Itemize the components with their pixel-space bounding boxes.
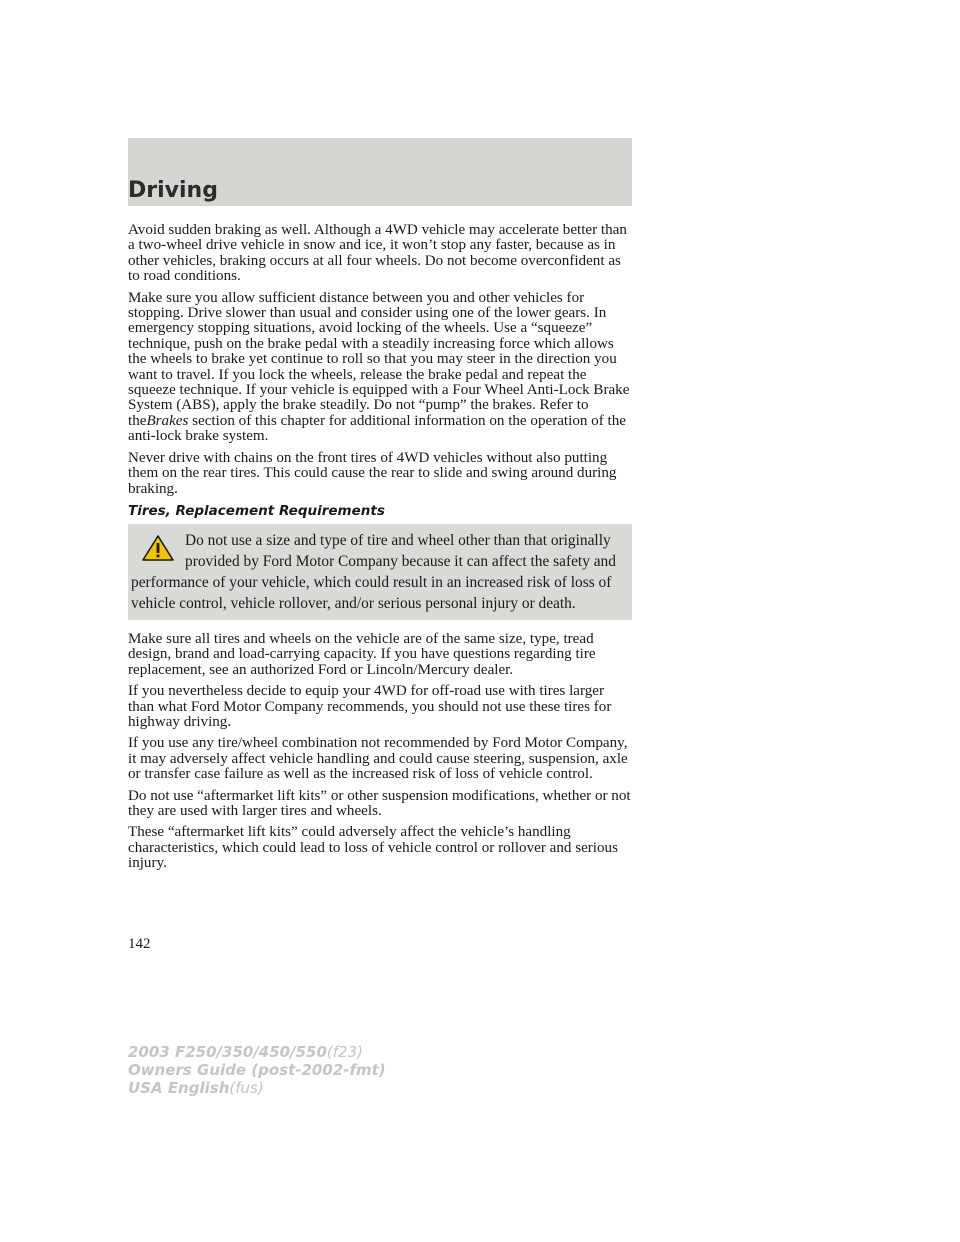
- subheading-tires-replacement: Tires, Replacement Requirements: [128, 502, 385, 519]
- section-title: Driving: [128, 178, 218, 203]
- footer-language-code: (fus): [229, 1079, 264, 1097]
- document-footer: [128, 1043, 386, 1097]
- warning-triangle-icon: [141, 534, 175, 562]
- footer-model: 2003 F250/350/450/550: [128, 1043, 327, 1061]
- paragraph-avoid-sudden-braking: Avoid sudden braking as well. Although a 4WD vehicle may accelerate better than a two-wheel drive vehicle in snow and ice, it won’t stop any faster, because as in other vehicles, braking occurs at all four wheels. Do not become overconfident as to road conditions.: [128, 222, 627, 285]
- page-number: 142: [128, 936, 151, 952]
- brakes-section-reference: Brakes: [146, 412, 189, 429]
- paragraph-lift-kits-handling: These “aftermarket lift kits” could adversely affect the vehicle’s handling characteristics, which could lead to loss of vehicle control or rollover and serious injury.: [128, 824, 618, 872]
- warning-text: Do not use a size and type of tire and wheel other than that originally provided by Ford Motor Company because it can affect the safety and performance of your vehicle, which could result in an increased risk of loss of vehicle control, vehicle rollover, and/or serious personal injury or death.: [131, 531, 616, 612]
- paragraph-off-road-tires: If you nevertheless decide to equip your 4WD for off-road use with tires larger than what Ford Motor Company recommends, you should not use these tires for highway driving.: [128, 683, 612, 730]
- footer-language: USA English: [128, 1079, 230, 1097]
- page-content: [128, 223, 632, 872]
- footer-model-code: (f23): [326, 1043, 363, 1061]
- paragraph-non-recommended-combination: If you use any tire/wheel combination not recommended by Ford Motor Company, it may adversely affect vehicle handling and could cause steering, suspension, axle or transfer case failure as well as the increased risk of loss of vehicle control.: [128, 735, 628, 783]
- paragraph-stopping-distance: [128, 291, 632, 445]
- footer-line-language: [128, 1079, 386, 1097]
- brakes-reference-rest: section of this chapter for additional information on the operation of the anti-lock brake system.: [128, 412, 626, 445]
- footer-line-model: [128, 1043, 386, 1061]
- paragraph-chains: Never drive with chains on the front tires of 4WD vehicles without also putting them on the rear tires. This could cause the rear to slide and swing around during braking.: [128, 449, 617, 497]
- paragraph-stopping-distance-text: Make sure you allow sufficient distance between you and other vehicles for stopping. Drive slower than usual and consider using one of the lower gears. In emergency stopping situations, avoid locking of the wheels. Use a “squeeze” technique, push on the brake pedal with a steadily increasing force which allows the wheels to brake yet continue to roll so that you may steer in the direction you want to travel. If you lock the wheels, release the brake pedal and repeat the squeeze technique. If your vehicle is equipped with a Four Wheel Anti-Lock Brake System (ABS), apply the brake steadily. Do not “pump” the brakes. Refer to the: [128, 289, 630, 429]
- warning-box: [128, 524, 632, 620]
- paragraph-lift-kits: Do not use “aftermarket lift kits” or other suspension modifications, whether or not they are used with larger tires and wheels.: [128, 787, 631, 819]
- paragraph-same-size-tires: Make sure all tires and wheels on the vehicle are of the same size, type, tread design, brand and load-carrying capacity. If you have questions regarding tire replacement, see an authorized Ford or Lincoln/Mercury dealer.: [128, 630, 596, 678]
- footer-line-guide: Owners Guide (post-2002-fmt): [128, 1061, 386, 1079]
